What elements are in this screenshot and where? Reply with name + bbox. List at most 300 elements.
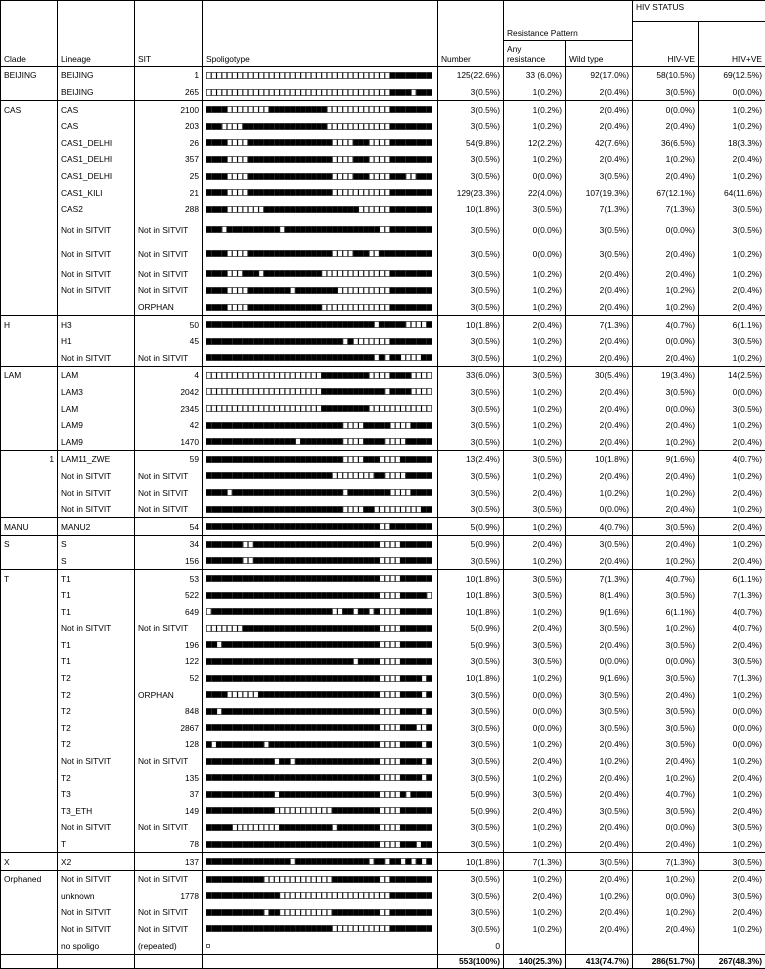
spacer-present	[238, 609, 243, 615]
spacer-present	[427, 824, 432, 830]
spoligotype-cell	[203, 367, 438, 384]
spacer-absent	[233, 692, 238, 698]
spacer-present	[296, 741, 301, 747]
any-resistance-cell: 1(0.2%)	[504, 384, 566, 401]
number-cell: 3(0.5%)	[438, 433, 504, 450]
spacer-absent	[369, 287, 374, 293]
hiv-neg-cell: 2(0.4%)	[633, 501, 699, 518]
spacer-present	[254, 708, 259, 714]
spacer-absent	[390, 642, 395, 648]
table-row	[1, 819, 765, 836]
table-row	[1, 400, 765, 417]
spacer-present	[259, 775, 264, 781]
spacer-present	[322, 338, 327, 344]
spacer-present	[406, 576, 411, 582]
spacer-absent	[206, 389, 211, 395]
spacer-present	[369, 227, 374, 233]
spacer-present	[301, 227, 306, 233]
spacer-present	[422, 876, 427, 882]
spacer-present	[322, 926, 327, 932]
spacer-present	[427, 422, 432, 428]
spacer-present	[406, 206, 411, 212]
spacer-absent	[275, 389, 280, 395]
table-row	[1, 333, 765, 350]
header-row-middle	[1, 21, 765, 40]
spacer-present	[422, 173, 427, 179]
spacer-present	[217, 490, 222, 496]
spacer-present	[427, 140, 432, 146]
spacer-present	[327, 251, 332, 257]
spoligotype-cell	[203, 350, 438, 367]
any-resistance-cell: 0(0.0%)	[504, 686, 566, 703]
spacer-present	[301, 140, 306, 146]
spacer-present	[222, 824, 227, 830]
clade-cell	[1, 937, 58, 954]
spacer-present	[317, 775, 322, 781]
number-cell: 10(1.8%)	[438, 853, 504, 871]
spacer-present	[332, 422, 337, 428]
spacer-absent	[243, 287, 248, 293]
spacer-present	[406, 808, 411, 814]
spacer-present	[222, 140, 227, 146]
spacer-present	[238, 859, 243, 865]
table-row	[1, 603, 765, 620]
spacer-present	[296, 791, 301, 797]
spacer-present	[206, 206, 211, 212]
spacer-present	[343, 389, 348, 395]
spacer-absent	[343, 893, 348, 899]
spacer-absent	[359, 456, 364, 462]
spacer-absent	[322, 304, 327, 310]
spacer-absent	[380, 808, 385, 814]
spacer-present	[264, 692, 269, 698]
spacer-present	[217, 524, 222, 530]
spacer-present	[317, 287, 322, 293]
spacer-present	[369, 541, 374, 547]
spacer-absent	[385, 708, 390, 714]
spacer-present	[401, 227, 406, 233]
spacer-present	[306, 506, 311, 512]
spacer-present	[422, 791, 427, 797]
spacer-present	[238, 642, 243, 648]
spacer-present	[322, 658, 327, 664]
spacer-present	[427, 675, 432, 681]
spacer-present	[285, 422, 290, 428]
spacer-present	[411, 909, 416, 915]
spacer-present	[327, 758, 332, 764]
spacer-present	[364, 140, 369, 146]
spacer-present	[280, 841, 285, 847]
spacer-absent	[353, 506, 358, 512]
spacer-absent	[248, 692, 253, 698]
spacer-present	[269, 271, 274, 277]
spacer-present	[280, 791, 285, 797]
spacer-present	[248, 893, 253, 899]
spacer-present	[427, 107, 432, 113]
wild-type-cell: 2(0.4%)	[566, 637, 633, 654]
spacer-absent	[385, 841, 390, 847]
spacer-present	[285, 725, 290, 731]
spacer-present	[374, 824, 379, 830]
hiv-pos-cell: 1(0.2%)	[699, 350, 765, 367]
hiv-pos-cell: 2(0.4%)	[699, 433, 765, 450]
spacer-absent	[264, 72, 269, 78]
spacer-present	[217, 791, 222, 797]
spacer-present	[269, 758, 274, 764]
spacer-present	[427, 338, 432, 344]
spacer-present	[227, 576, 232, 582]
spacer-present	[364, 692, 369, 698]
hiv-pos-cell: 0(0.0%)	[699, 720, 765, 737]
spacer-absent	[353, 473, 358, 479]
hiv-neg-cell: 2(0.4%)	[633, 686, 699, 703]
spacer-present	[322, 625, 327, 631]
sit-cell: 42	[135, 417, 203, 434]
spacer-present	[206, 824, 211, 830]
spacer-absent	[227, 287, 232, 293]
spacer-present	[385, 422, 390, 428]
spacer-present	[406, 541, 411, 547]
spacer-present	[227, 859, 232, 865]
spacer-present	[406, 227, 411, 233]
spacer-present	[217, 675, 222, 681]
spacer-present	[322, 859, 327, 865]
spacer-absent	[380, 304, 385, 310]
spacer-absent	[385, 406, 390, 412]
spacer-present	[427, 692, 432, 698]
sit-cell: 522	[135, 587, 203, 604]
spacer-present	[275, 506, 280, 512]
spacer-present	[280, 775, 285, 781]
spacer-present	[427, 725, 432, 731]
spacer-present	[359, 625, 364, 631]
spacer-absent	[348, 140, 353, 146]
spacer-present	[227, 675, 232, 681]
total-hiv-neg: 286(51.7%)	[633, 954, 699, 968]
spacer-absent	[217, 389, 222, 395]
spacer-present	[374, 609, 379, 615]
spacer-present	[280, 304, 285, 310]
hiv-neg-cell: 67(12.1%)	[633, 184, 699, 201]
spacer-present	[390, 89, 395, 95]
spacer-absent	[353, 658, 358, 664]
spacer-present	[411, 876, 416, 882]
spacer-absent	[364, 304, 369, 310]
spacer-present	[317, 541, 322, 547]
spacer-present	[217, 576, 222, 582]
spacer-present	[332, 206, 337, 212]
spacer-absent	[411, 355, 416, 361]
clade-cell	[1, 703, 58, 720]
spacer-present	[290, 741, 295, 747]
spacer-present	[427, 156, 432, 162]
spacer-absent	[238, 406, 243, 412]
spacer-present	[269, 490, 274, 496]
table-row	[1, 937, 765, 954]
spacer-present	[390, 322, 395, 328]
table-row	[1, 736, 765, 753]
spoligotype-cell	[203, 151, 438, 168]
hiv-pos-cell: 4(0.7%)	[699, 603, 765, 620]
spacer-present	[280, 741, 285, 747]
spacer-present	[322, 372, 327, 378]
sit-cell: Not in SITVIT	[135, 904, 203, 921]
sit-cell: 1470	[135, 433, 203, 450]
spacer-absent	[422, 741, 427, 747]
spacer-present	[406, 271, 411, 277]
hiv-neg-cell: 2(0.4%)	[633, 753, 699, 770]
spacer-present	[359, 675, 364, 681]
spacer-absent	[301, 808, 306, 814]
spacer-absent	[243, 251, 248, 257]
spacer-present	[243, 592, 248, 598]
spacer-present	[217, 322, 222, 328]
spacer-present	[311, 422, 316, 428]
table-row	[1, 299, 765, 316]
spacer-present	[317, 576, 322, 582]
spacer-absent	[353, 271, 358, 277]
spacer-present	[427, 287, 432, 293]
any-resistance-cell: 3(0.5%)	[504, 637, 566, 654]
spacer-present	[353, 775, 358, 781]
spacer-absent	[359, 206, 364, 212]
spacer-present	[417, 287, 422, 293]
spacer-present	[285, 841, 290, 847]
spacer-present	[269, 791, 274, 797]
spacer-present	[353, 227, 358, 233]
clade-cell	[1, 921, 58, 938]
spacer-absent	[385, 541, 390, 547]
spacer-present	[396, 190, 401, 196]
spacer-present	[212, 251, 217, 257]
any-resistance-cell: 1(0.2%)	[504, 670, 566, 687]
spacer-absent	[348, 473, 353, 479]
spacer-present	[243, 859, 248, 865]
spacer-present	[332, 372, 337, 378]
number-cell: 10(1.8%)	[438, 670, 504, 687]
spacer-present	[301, 841, 306, 847]
spacer-present	[343, 791, 348, 797]
spacer-present	[390, 372, 395, 378]
spacer-present	[212, 576, 217, 582]
spacer-present	[327, 926, 332, 932]
wild-type-cell: 2(0.4%)	[566, 819, 633, 836]
spacer-present	[343, 355, 348, 361]
sit-cell: Not in SITVIT	[135, 242, 203, 266]
spacer-present	[243, 675, 248, 681]
clade-cell: T	[1, 570, 58, 587]
spacer-present	[332, 675, 337, 681]
spacer-present	[338, 791, 343, 797]
spoligotype-pattern	[206, 506, 432, 513]
spacer-present	[374, 422, 379, 428]
spacer-absent	[401, 355, 406, 361]
any-resistance-cell: 33 (6.0%)	[504, 67, 566, 84]
spacer-present	[296, 592, 301, 598]
spacer-present	[417, 893, 422, 899]
spacer-present	[275, 658, 280, 664]
clade-cell	[1, 769, 58, 786]
spacer-present	[248, 506, 253, 512]
spacer-present	[269, 506, 274, 512]
spacer-present	[411, 456, 416, 462]
spacer-present	[411, 725, 416, 731]
spacer-absent	[422, 675, 427, 681]
spacer-present	[227, 439, 232, 445]
spacer-absent	[380, 609, 385, 615]
spacer-absent	[380, 372, 385, 378]
clade-cell	[1, 299, 58, 316]
spacer-present	[422, 287, 427, 293]
spacer-present	[374, 227, 379, 233]
spacer-present	[238, 758, 243, 764]
spacer-present	[343, 876, 348, 882]
spacer-present	[238, 926, 243, 932]
spacer-absent	[243, 372, 248, 378]
spacer-present	[301, 206, 306, 212]
spacer-present	[275, 140, 280, 146]
hiv-neg-cell: 1(0.2%)	[633, 433, 699, 450]
spacer-present	[227, 609, 232, 615]
spacer-present	[275, 304, 280, 310]
spacer-present	[332, 859, 337, 865]
sit-cell: 26	[135, 135, 203, 152]
spacer-absent	[385, 609, 390, 615]
spacer-absent	[374, 304, 379, 310]
spacer-present	[353, 389, 358, 395]
spacer-absent	[238, 123, 243, 129]
spacer-absent	[212, 389, 217, 395]
spacer-present	[322, 422, 327, 428]
spacer-present	[248, 173, 253, 179]
hiv-neg-cell: 1(0.2%)	[633, 151, 699, 168]
spoligotype-cell	[203, 384, 438, 401]
spacer-present	[227, 926, 232, 932]
spacer-present	[401, 808, 406, 814]
clade-cell	[1, 888, 58, 905]
any-resistance-cell: 3(0.5%)	[504, 201, 566, 218]
spacer-present	[280, 355, 285, 361]
spacer-absent	[385, 338, 390, 344]
spacer-absent	[259, 206, 264, 212]
spacer-present	[217, 227, 222, 233]
hiv-pos-cell: 3(0.5%)	[699, 333, 765, 350]
sit-cell: ORPHAN	[135, 299, 203, 316]
any-resistance-header: Any resistance	[504, 40, 566, 67]
spacer-absent	[353, 439, 358, 445]
spacer-present	[306, 791, 311, 797]
spacer-absent	[369, 173, 374, 179]
spacer-absent	[417, 841, 422, 847]
spacer-present	[306, 271, 311, 277]
spacer-present	[311, 791, 316, 797]
table-row	[1, 101, 765, 118]
spoligotype-pattern	[206, 625, 432, 632]
spacer-present	[317, 791, 322, 797]
spacer-absent	[222, 625, 227, 631]
clade-cell	[1, 501, 58, 518]
spacer-present	[338, 206, 343, 212]
spacer-present	[206, 506, 211, 512]
hiv-pos-cell: 6(1.1%)	[699, 570, 765, 587]
clade-cell	[1, 753, 58, 770]
spacer-present	[427, 439, 432, 445]
spacer-present	[369, 558, 374, 564]
spacer-present	[390, 123, 395, 129]
spacer-present	[296, 123, 301, 129]
spacer-present	[332, 625, 337, 631]
spacer-present	[338, 876, 343, 882]
spacer-present	[306, 609, 311, 615]
spacer-absent	[311, 876, 316, 882]
hiv-pos-cell: 4(0.7%)	[699, 451, 765, 468]
spacer-absent	[348, 506, 353, 512]
spacer-present	[222, 251, 227, 257]
spacer-present	[317, 206, 322, 212]
spacer-present	[296, 227, 301, 233]
spacer-present	[327, 490, 332, 496]
spacer-present	[264, 322, 269, 328]
spacer-present	[427, 206, 432, 212]
spacer-present	[417, 558, 422, 564]
spacer-present	[233, 524, 238, 530]
spacer-present	[206, 658, 211, 664]
spacer-present	[212, 692, 217, 698]
spacer-present	[348, 609, 353, 615]
spacer-absent	[222, 72, 227, 78]
spoligotype-cell	[203, 316, 438, 333]
spacer-present	[353, 625, 358, 631]
any-resistance-cell: 2(0.4%)	[504, 620, 566, 637]
spacer-present	[411, 251, 416, 257]
spacer-absent	[364, 206, 369, 212]
wild-type-cell: 9(1.6%)	[566, 670, 633, 687]
spacer-present	[290, 926, 295, 932]
spacer-present	[322, 841, 327, 847]
spacer-present	[374, 456, 379, 462]
spacer-present	[212, 708, 217, 714]
spacer-present	[422, 107, 427, 113]
spacer-absent	[248, 206, 253, 212]
spacer-present	[206, 926, 211, 932]
spacer-present	[259, 609, 264, 615]
hiv-pos-cell: 1(0.2%)	[699, 266, 765, 283]
lineage-cell: Not in SITVIT	[58, 484, 135, 501]
spacer-present	[206, 592, 211, 598]
spacer-present	[427, 190, 432, 196]
spacer-absent	[380, 708, 385, 714]
spacer-present	[301, 506, 306, 512]
spacer-present	[217, 893, 222, 899]
spacer-absent	[227, 304, 232, 310]
spacer-present	[374, 775, 379, 781]
spacer-present	[364, 541, 369, 547]
sit-cell: Not in SITVIT	[135, 218, 203, 242]
spacer-present	[285, 322, 290, 328]
spacer-present	[206, 893, 211, 899]
hiv-neg-cell: 0(0.0%)	[633, 333, 699, 350]
sit-cell: 265	[135, 84, 203, 101]
spacer-absent	[401, 859, 406, 865]
spacer-present	[269, 808, 274, 814]
any-resistance-cell: 1(0.2%)	[504, 468, 566, 485]
spacer-present	[301, 658, 306, 664]
wild-type-cell: 3(0.5%)	[566, 168, 633, 185]
spacer-present	[369, 322, 374, 328]
spacer-absent	[390, 558, 395, 564]
spacer-absent	[359, 107, 364, 113]
spacer-present	[401, 72, 406, 78]
